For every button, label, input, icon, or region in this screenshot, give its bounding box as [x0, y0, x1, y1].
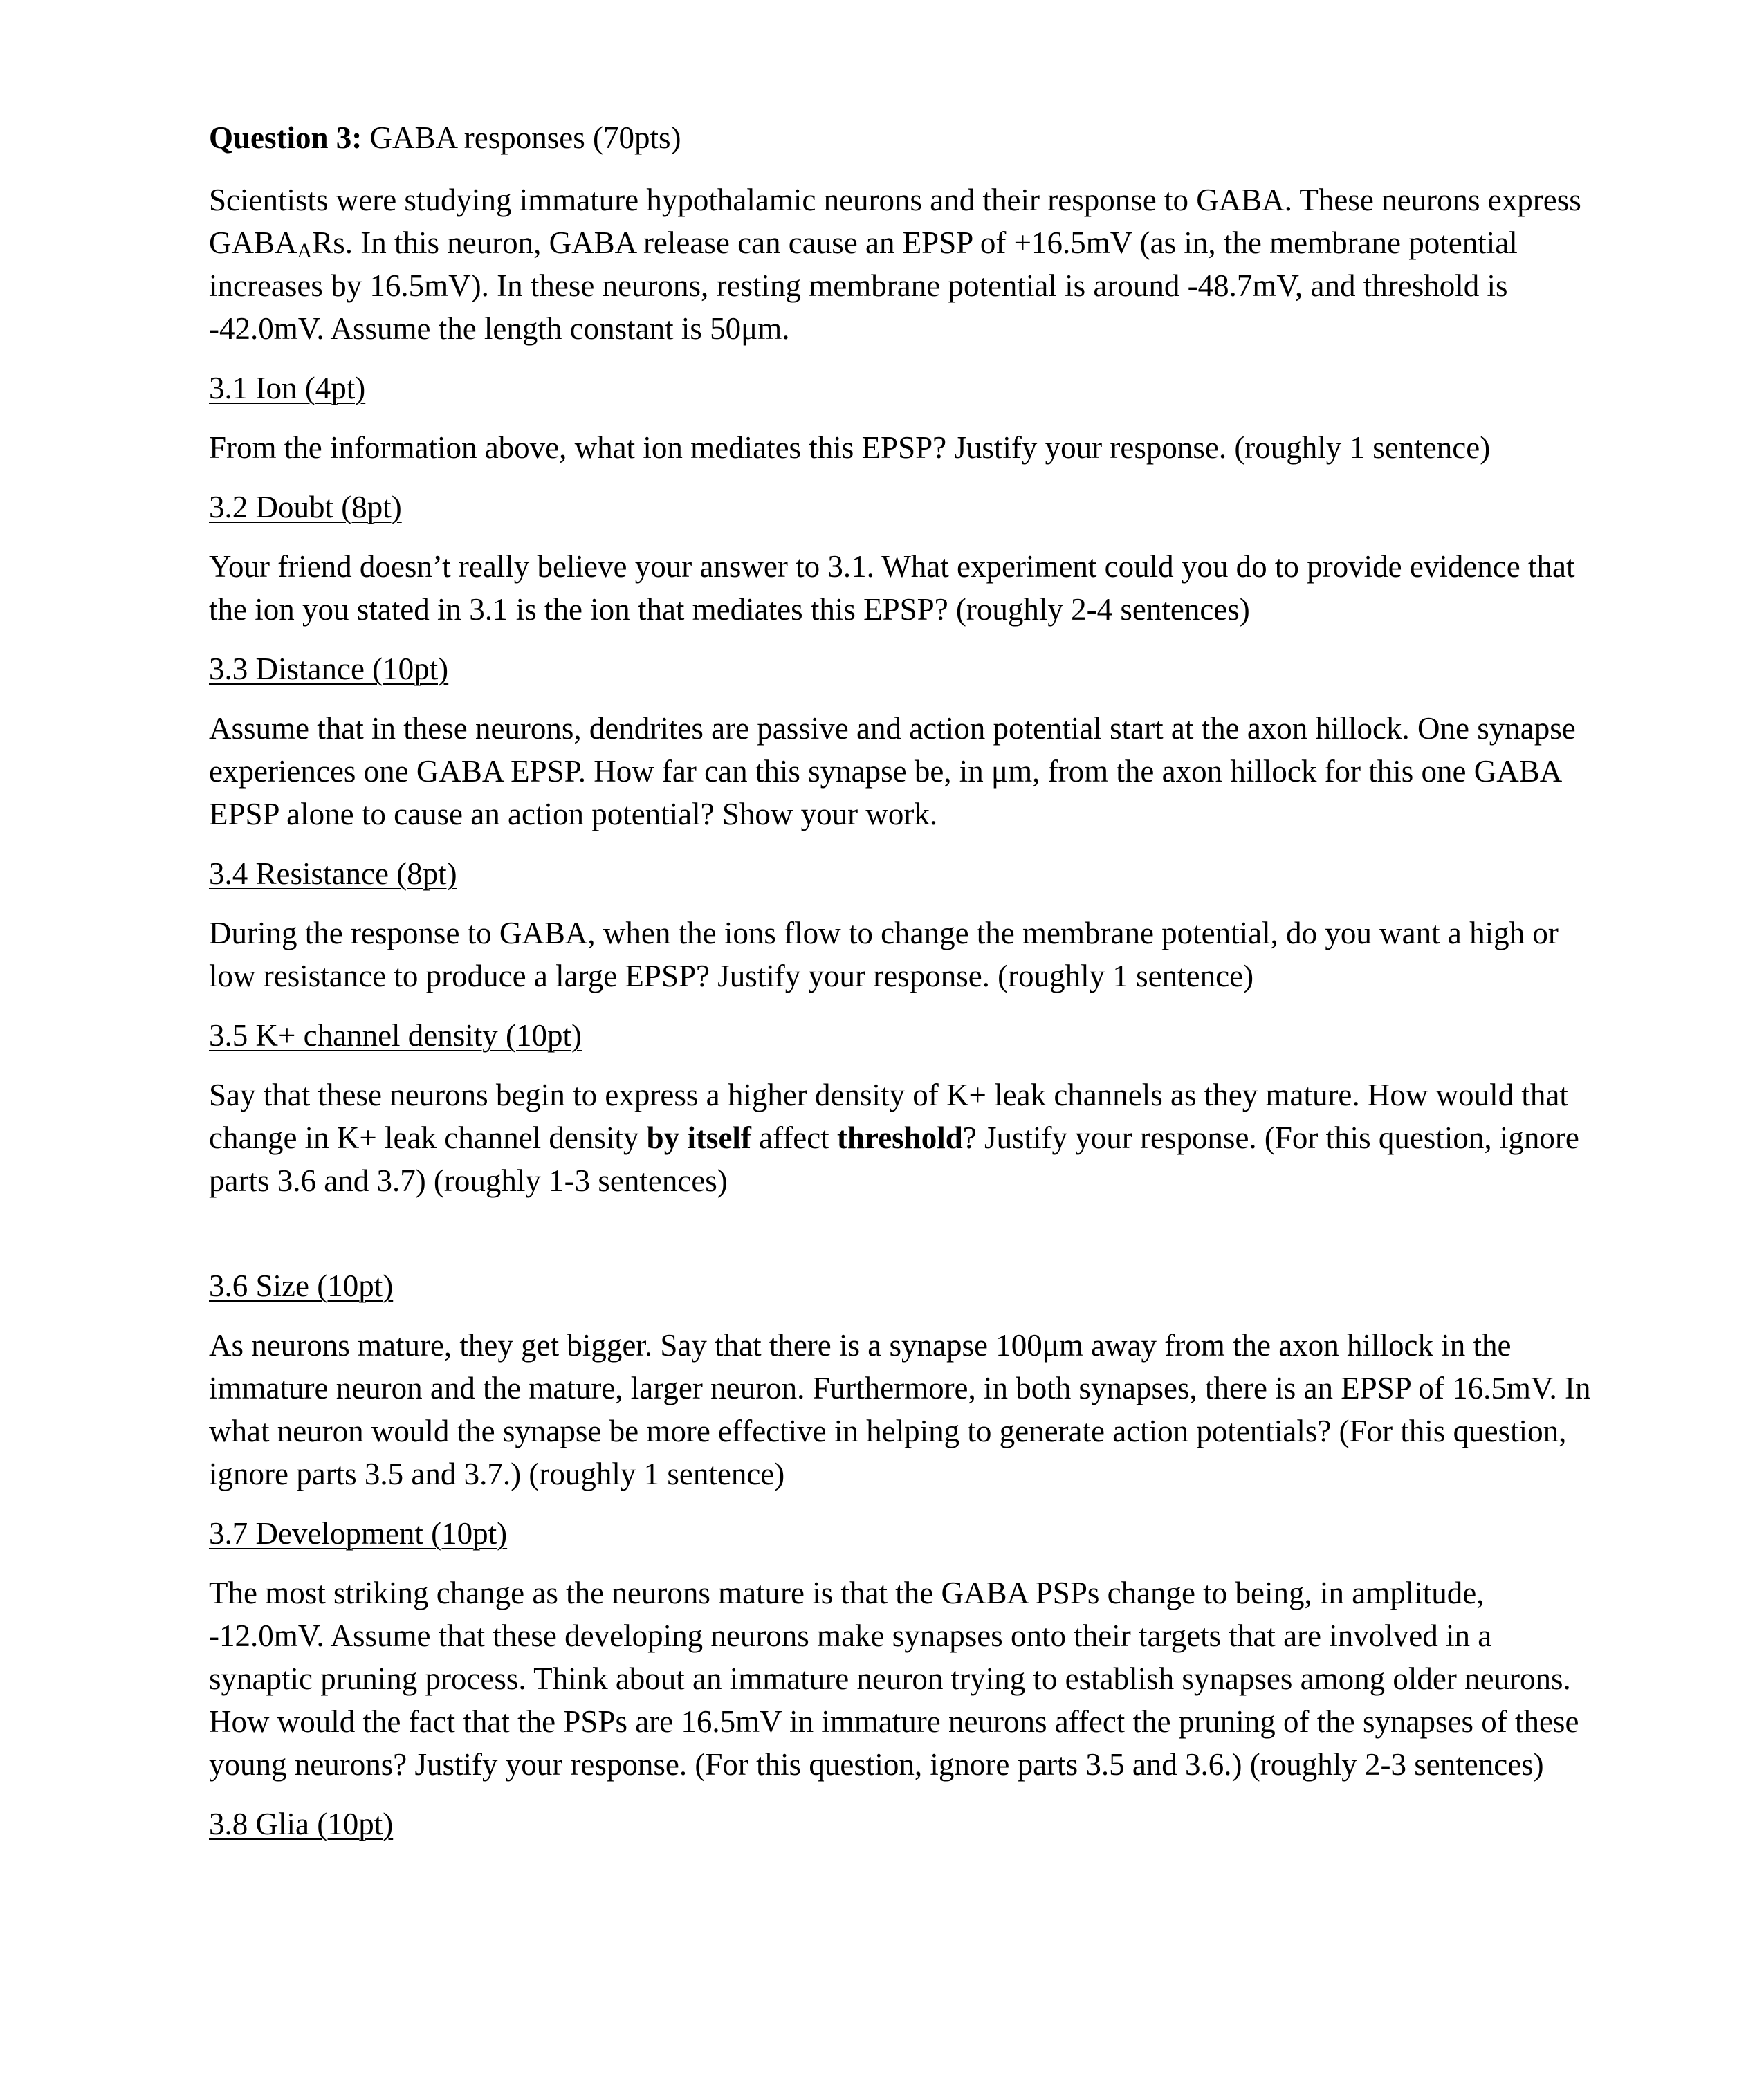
question-title-text: GABA responses (70pts): [362, 120, 681, 155]
section-3-3-text: Assume that in these neurons, dendrites are passive and action potential start at the axon hillock. One synapse experiences one GABA EPSP. How far can this synapse be, in μm, from the axon hillock for this one GABA EPSP alone to cause an action potential? Show your work.: [209, 711, 1576, 831]
section-3-4-heading: 3.4 Resistance (8pt): [209, 856, 457, 891]
question-title: [209, 116, 1592, 159]
section-3-5-text-b: affect: [751, 1120, 838, 1155]
section-3-2-heading: 3.2 Doubt (8pt): [209, 490, 402, 524]
section-3-5-bold-a: by itself: [646, 1120, 751, 1155]
intro-paragraph: [209, 178, 1592, 350]
section-3-5-text-c: ? Justify your response. (For this question, ignore parts 3.6 and 3.7) (roughly 1-3 sentences): [209, 1120, 1579, 1198]
section-3-1-heading: 3.1 Ion (4pt): [209, 371, 366, 405]
section-3-5-heading: 3.5 K+ channel density (10pt): [209, 1018, 582, 1053]
section-3-7-heading: 3.7 Development (10pt): [209, 1516, 508, 1551]
section-3-5-text-a: Say that these neurons begin to express a higher density of K+ leak channels as they mature. How would that change in K+ leak channel density: [209, 1078, 1568, 1155]
section-3-4-text: During the response to GABA, when the ions flow to change the membrane potential, do you want a high or low resistance to produce a large EPSP? Justify your response. (roughly 1 sentence): [209, 916, 1559, 993]
intro-text-part1: Scientists were studying immature hypothalamic neurons and their response to GABA. These neurons express GABA: [209, 183, 1581, 260]
section-3-7-text: The most striking change as the neurons mature is that the GABA PSPs change to being, in amplitude, -12.0mV. Assume that these developing neurons make synapses onto their targets that are involved in a synaptic pruning process. Think about an immature neuron trying to establish synapses among older neurons. How would the fact that the PSPs are 16.5mV in immature neurons affect the pruning of the synapses of these young neurons? Justify your response. (For this question, ignore parts 3.5 and 3.6.) (roughly 2-3 sentences): [209, 1576, 1579, 1782]
section-3-1-text: From the information above, what ion mediates this EPSP? Justify your response. (roughly 1 sentence): [209, 430, 1491, 465]
intro-subscript: A: [297, 239, 313, 262]
section-3-3-heading: 3.3 Distance (10pt): [209, 652, 449, 686]
section-3-5-bold-b: threshold: [837, 1120, 963, 1155]
section-3-5-text: [209, 1073, 1592, 1202]
section-3-6-heading: 3.6 Size (10pt): [209, 1269, 394, 1303]
section-3-8-heading: 3.8 Glia (10pt): [209, 1807, 394, 1841]
document-page: [209, 116, 1592, 1862]
section-3-6-text: As neurons mature, they get bigger. Say that there is a synapse 100μm away from the axon hillock in the immature neuron and the mature, larger neuron. Furthermore, in both synapses, there is an EPSP of 16.5mV. In what neuron would the synapse be more effective in helping to generate action potentials? (For this question, ignore parts 3.5 and 3.7.) (roughly 1 sentence): [209, 1328, 1591, 1491]
question-label: Question 3:: [209, 120, 362, 155]
intro-text-part2: Rs. In this neuron, GABA release can cause an EPSP of +16.5mV (as in, the membrane potential increases by 16.5mV). In these neurons, resting membrane potential is around -48.7mV, and threshold is -42.0mV. Assume the length constant is 50μm.: [209, 225, 1518, 346]
section-3-2-text: Your friend doesn’t really believe your answer to 3.1. What experiment could you do to provide evidence that the ion you stated in 3.1 is the ion that mediates this EPSP? (roughly 2-4 sentences): [209, 549, 1575, 627]
